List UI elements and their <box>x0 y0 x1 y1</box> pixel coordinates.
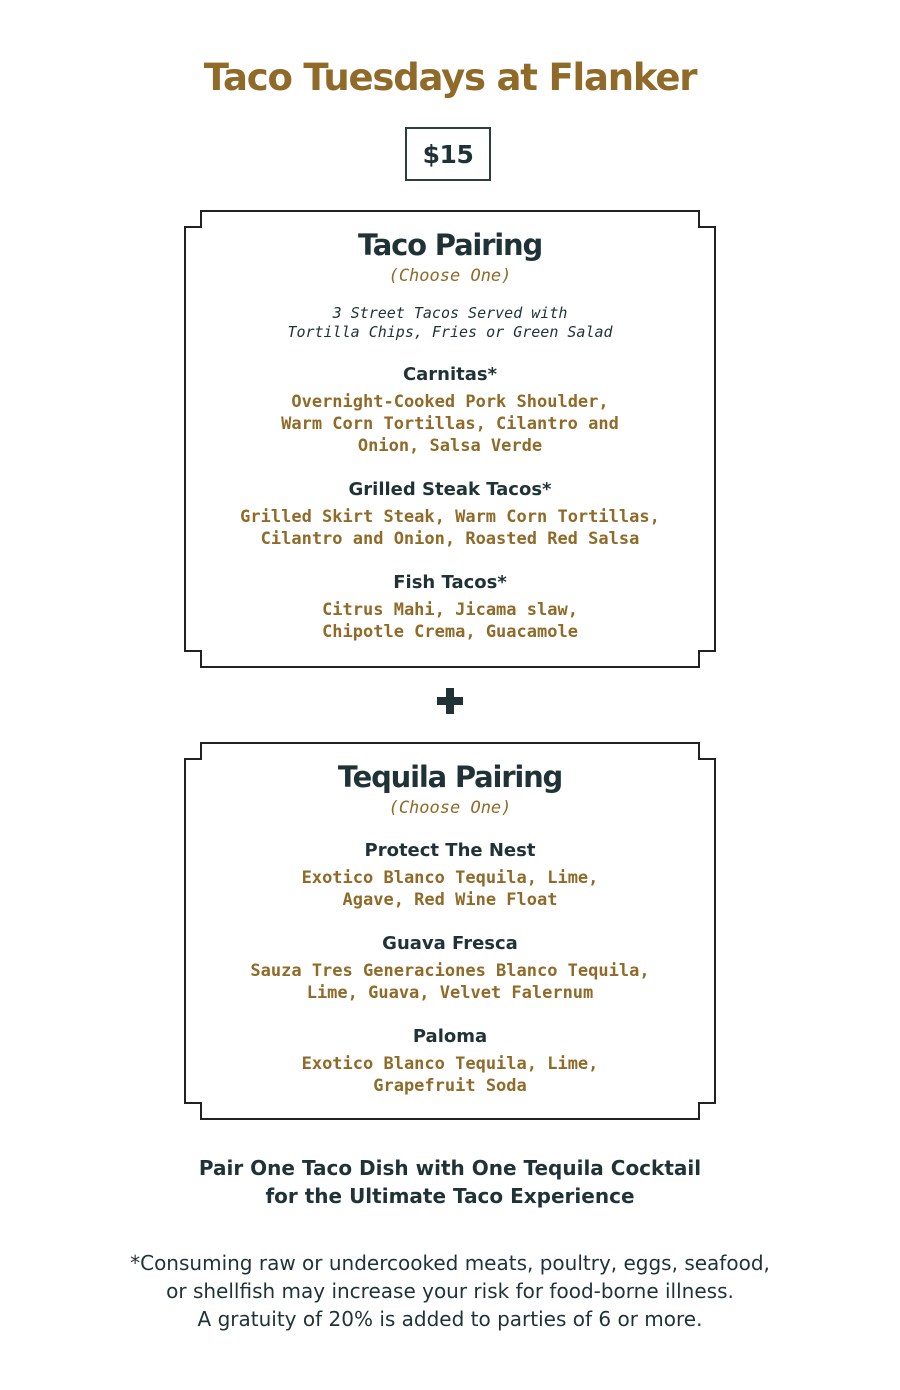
menu-item-description: Exotico Blanco Tequila, Lime, Grapefruit Soda <box>301 1054 599 1096</box>
menu-item <box>184 840 716 911</box>
taco-pairing-card <box>184 210 716 668</box>
menu-item <box>184 1026 716 1097</box>
taco-choose-label: (Choose One) <box>388 266 512 286</box>
menu-item-description: Overnight-Cooked Pork Shoulder, Warm Corn Tortillas, Cilantro and Onion, Salsa Verde <box>281 392 619 456</box>
menu-item-name: Carnitas* <box>402 364 498 385</box>
page-title: Taco Tuesdays at Flanker <box>203 56 697 99</box>
tequila-pairing-card <box>184 742 716 1120</box>
price-badge: $15 <box>405 127 491 181</box>
menu-item-description: Grilled Skirt Steak, Warm Corn Tortillas, Cilantro and Onion, Roasted Red Salsa <box>240 507 660 549</box>
menu-item-description: Citrus Mahi, Jicama slaw, Chipotle Crema, Guacamole <box>322 600 578 642</box>
tequila-pairing-heading: Tequila Pairing <box>337 760 563 794</box>
pairing-tagline: Pair One Taco Dish with One Tequila Cocktail for the Ultimate Taco Experience <box>198 1156 702 1208</box>
menu-item <box>184 572 716 643</box>
menu-item-description: Sauza Tres Generaciones Blanco Tequila, Lime, Guava, Velvet Falernum <box>250 961 650 1003</box>
menu-item-name: Guava Fresca <box>382 933 518 954</box>
tequila-choose-label: (Choose One) <box>388 798 512 818</box>
menu-item-description: Exotico Blanco Tequila, Lime, Agave, Red Wine Float <box>301 868 599 910</box>
plus-icon <box>437 688 463 714</box>
disclaimer-text: *Consuming raw or undercooked meats, poultry, eggs, seafood, or shellfish may increase your risk for food-borne illness. A gratuity of 20% is added to parties of 6 or more. <box>130 1251 770 1331</box>
menu-item-name: Grilled Steak Tacos* <box>348 479 552 500</box>
menu-item-name: Paloma <box>412 1026 488 1047</box>
menu-item <box>184 364 716 457</box>
menu-item <box>184 479 716 550</box>
taco-serving-note: 3 Street Tacos Served with Tortilla Chips, Fries or Green Salad <box>287 304 613 341</box>
taco-pairing-heading: Taco Pairing <box>357 228 543 262</box>
menu-item-name: Protect The Nest <box>364 840 536 861</box>
menu-item <box>184 933 716 1004</box>
menu-item-name: Fish Tacos* <box>393 572 507 593</box>
